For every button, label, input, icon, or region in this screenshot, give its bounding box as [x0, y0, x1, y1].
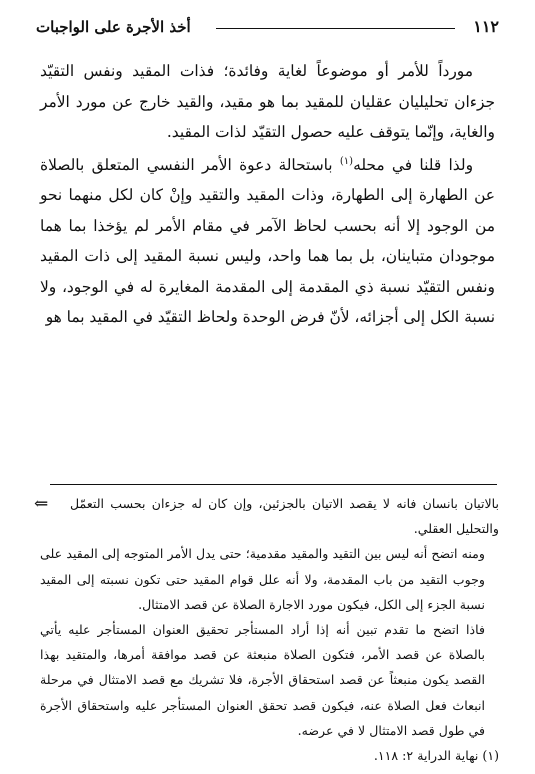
continuation-arrow-icon: ⇐ — [34, 494, 49, 514]
footnote-separator — [50, 484, 497, 485]
footnote-text: بالاتيان بانسان فانه لا يقصد الاتيان بالجزئين، وإن كان له جزءان بحسب التعمّل والتحليل العقلي. — [70, 496, 499, 537]
paragraph-lead: ولذا قلنا في محله — [353, 155, 473, 174]
footnote-continuation — [34, 491, 499, 541]
page-header — [36, 16, 499, 42]
footnote-reference: (١) نهاية الدراية ٢: ١١٨. — [373, 748, 499, 764]
main-text — [40, 56, 495, 333]
paragraph-text: باستحالة دعوة الأمر النفسي المتعلق بالصلاة عن الطهارة إلى الطهارة، وذات المقيد والتقيد وإنْ كان لكل منهما نحو من الوجود إلا أنه بحسب لحاظ الآمر في مقام الأمر لم يؤخذا بما هما موجودان متباينان، بل بما هما واحد، وليس نسبة المقيد إلى ذات المقيد ونفس التقيّد نسبة ذي المقدمة إلى المقدمة المغايرة له في الوجود، ولا نسبة الكل إلى أجزائه، لأنّ فرض الوحدة ولحاظ التقيّد في المقيد بما هو — [40, 155, 495, 326]
footnote-marker[interactable]: (١) — [339, 155, 354, 167]
footnote-paragraph: فاذا اتضح ما تقدم تبين أنه إذا أراد المستأجر تحقيق العنوان المستأجر عليه يأتي بالصلاة عن قصد الأمر، فتكون الصلاة منبعثة عن قصد موافقة أمرها، والمتقيد بهذا القصد يكون منبعثاً عن قصد استحقاق الأجرة، فلا تشريك مع قصد الامتثال في مرحلة انبعاث فعل الصلاة عنه، فيكون قصد تحقق العنوان المستأجر عليه واستحقاق الأجرة في طول قصد الامتثال لا في عرضه. — [40, 622, 485, 738]
header-rule — [216, 28, 455, 29]
running-title: أخذ الأجرة على الواجبات — [36, 18, 191, 36]
footnotes — [34, 491, 499, 768]
paragraph — [40, 150, 495, 333]
page-number: ١١٢ — [473, 17, 499, 36]
paragraph: مورداً للأمر أو موضوعاً لغاية وفائدة؛ فذات المقيد ونفس التقيّد جزءان تحليليان عقليان للمقيد بما هو مقيد، والقيد خارج عن مورد الأمر والغاية، وإنّما يتوقف عليه حصول التقيّد لذات المقيد. — [40, 62, 495, 141]
footnote-paragraph: ومنه اتضح أنه ليس بين التقيد والمقيد مقدمية؛ حتى يدل الأمر المتوجه إلى المقيد على وجوب التقيد من باب المقدمة، ولا أنه علل قوام المقيد حتى تكون نسبته إلى المقيد نسبة الجزء إلى الكل، فيكون مورد الاجارة الصلاة عن قصد الامتثال. — [40, 546, 485, 612]
